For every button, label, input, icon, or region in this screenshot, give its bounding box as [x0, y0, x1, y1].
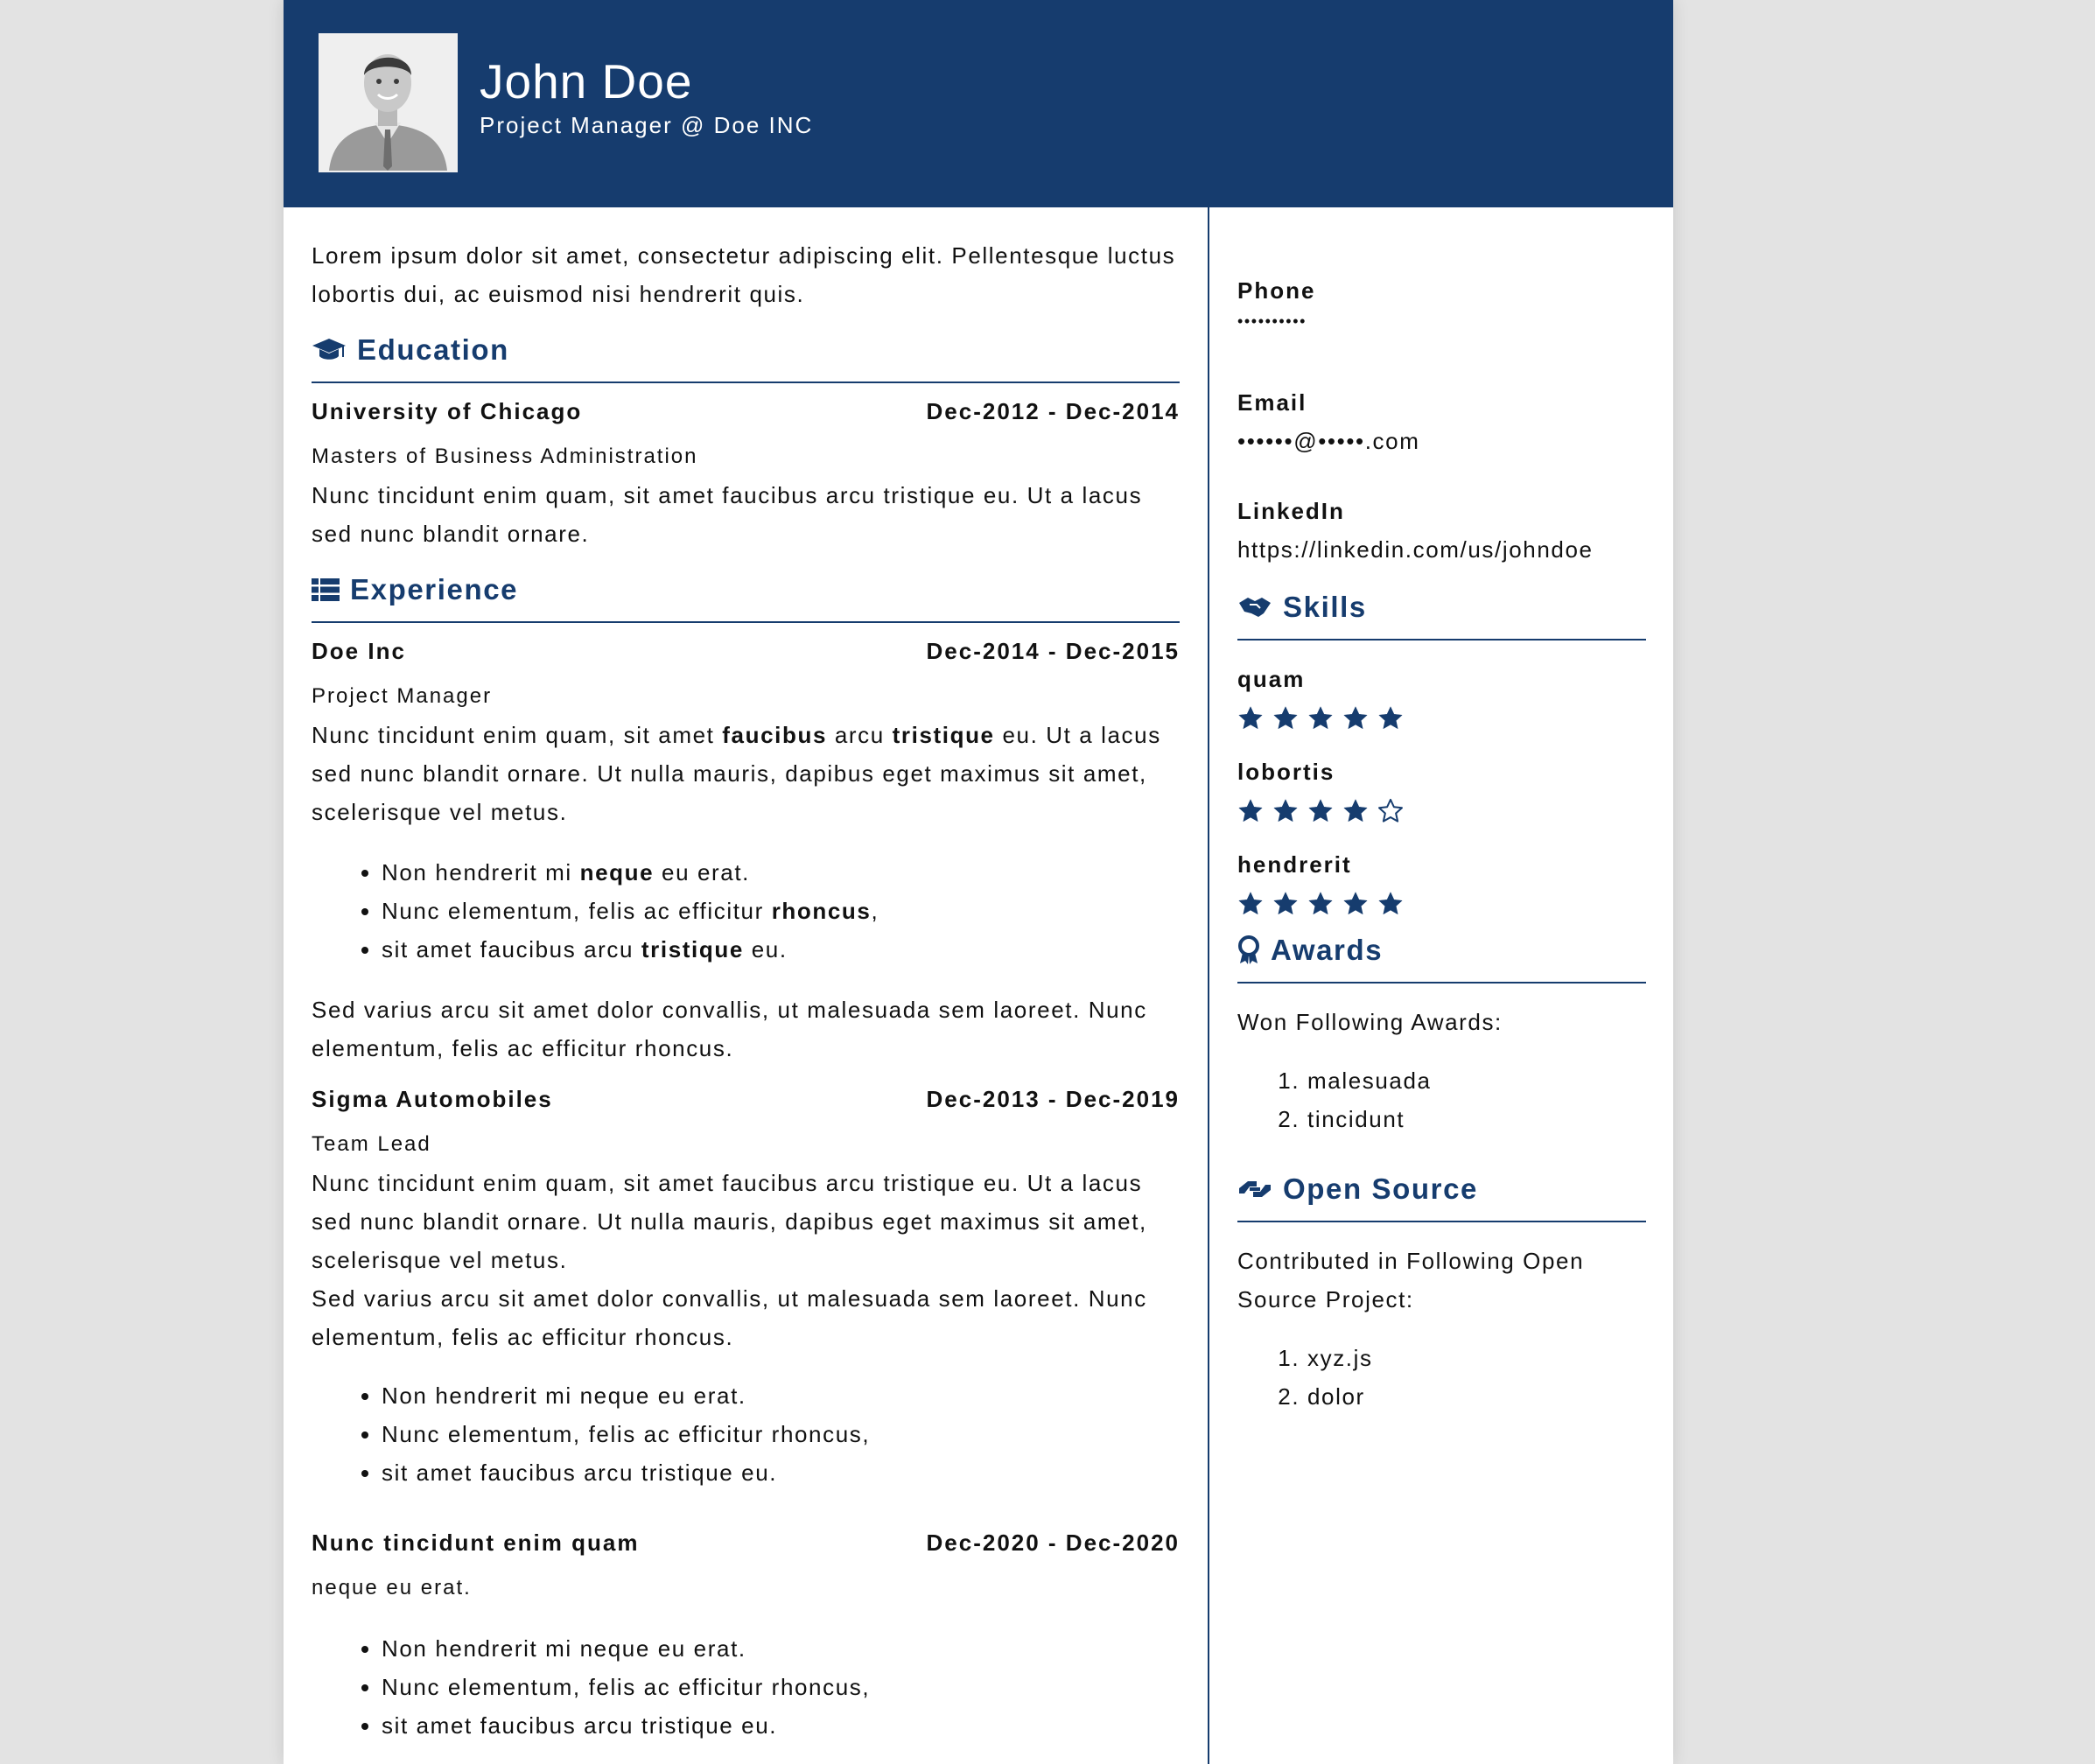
linkedin-link[interactable]: https://linkedin.com/us/johndoe [1237, 536, 1594, 563]
list-icon [312, 578, 340, 602]
star-filled-icon [1342, 798, 1369, 824]
experience-bullets [312, 853, 1180, 969]
name: John Doe [480, 54, 693, 108]
star-filled-icon [1237, 705, 1264, 732]
email-label: Email [1237, 389, 1307, 416]
list-item: • sit amet faucibus arcu tristique eu. [382, 1706, 1180, 1745]
list-item: • Nunc elementum, felis ac efficitur rhoncus, [382, 892, 1180, 930]
list-item: 1. xyz.js [1307, 1339, 1646, 1377]
skill-rating [1237, 891, 1646, 917]
list-item: • sit amet faucibus arcu tristique eu. [382, 1453, 1180, 1492]
star-filled-icon [1342, 705, 1369, 732]
experience-entry-head [312, 1523, 1180, 1562]
headline: Project Manager @ Doe INC [480, 112, 814, 138]
graduation-cap-icon [312, 337, 347, 363]
awards-section-title [1237, 931, 1646, 984]
profile-photo [319, 33, 458, 172]
skill-rating [1237, 798, 1646, 824]
experience-description: Nunc tincidunt enim quam, sit amet faucibus arcu tristique eu. Ut a lacus sed nunc blandit ornare. Ut nulla mauris, dapibus eget maximus sit amet, scelerisque vel metus. [312, 1170, 1147, 1273]
list-item: 1. malesuada [1307, 1061, 1646, 1100]
skill-name: quam [1237, 666, 1306, 692]
star-filled-icon [1342, 891, 1369, 917]
education-entry-head [312, 392, 1180, 430]
skill-name: hendrerit [1237, 851, 1352, 878]
awards-intro: Won Following Awards: [1237, 1009, 1503, 1035]
star-filled-icon [1377, 891, 1404, 917]
role: Project Manager [312, 684, 493, 708]
experience-description: Nunc tincidunt enim quam, sit amet faucibus arcu tristique eu. Ut a lacus sed nunc blandit ornare. Ut nulla mauris, dapibus eget maximus sit amet, scelerisque vel metus. [312, 722, 1161, 825]
role: neque eu erat. [312, 1576, 472, 1600]
sidebar-column [1237, 271, 1646, 1416]
experience-bullets [312, 1376, 1180, 1492]
company: Doe Inc [312, 638, 406, 664]
star-empty-icon [1377, 798, 1404, 824]
institution: University of Chicago [312, 398, 583, 424]
dates: Dec-2013 - Dec-2019 [926, 1086, 1180, 1112]
experience-entry-head [312, 1080, 1180, 1118]
main-column [312, 236, 1180, 1745]
experience-title: Experience [350, 573, 519, 606]
degree: Masters of Business Administration [312, 444, 698, 468]
open-source-list [1237, 1339, 1646, 1416]
list-item: • Nunc elementum, felis ac efficitur rhoncus, [382, 1668, 1180, 1706]
resume-page [284, 0, 1673, 1764]
open-source-section-title [1237, 1170, 1646, 1222]
open-source-intro: Contributed in Following Open Source Project: [1237, 1248, 1585, 1312]
open-source-title: Open Source [1283, 1172, 1478, 1205]
star-filled-icon [1307, 798, 1334, 824]
skill-name: lobortis [1237, 759, 1335, 785]
experience-section-title [312, 570, 1180, 623]
summary: Lorem ipsum dolor sit amet, consectetur adipiscing elit. Pellentesque luctus lobortis dui, ac euismod nisi hendrerit quis. [312, 242, 1176, 307]
education-description: Nunc tincidunt enim quam, sit amet faucibus arcu tristique eu. Ut a lacus sed nunc blandit ornare. [312, 482, 1143, 547]
skills-title: Skills [1283, 591, 1367, 623]
star-filled-icon [1307, 705, 1334, 732]
awards-list [1237, 1061, 1646, 1138]
list-item: • Non hendrerit mi neque eu erat. [382, 853, 1180, 892]
email-value: ••••••@•••••.com [1237, 428, 1420, 454]
phone-label: Phone [1237, 277, 1316, 304]
linkedin-label: LinkedIn [1237, 498, 1345, 524]
star-filled-icon [1377, 705, 1404, 732]
star-filled-icon [1272, 891, 1299, 917]
role: Team Lead [312, 1132, 431, 1156]
company: Nunc tincidunt enim quam [312, 1530, 640, 1556]
star-filled-icon [1272, 705, 1299, 732]
list-item: 2. dolor [1307, 1377, 1646, 1416]
handshake-icon [1237, 594, 1272, 620]
list-item: • sit amet faucibus arcu tristique eu. [382, 930, 1180, 969]
dates: Dec-2014 - Dec-2015 [926, 638, 1180, 664]
list-item: 2. tincidunt [1307, 1100, 1646, 1138]
company: Sigma Automobiles [312, 1086, 553, 1112]
star-filled-icon [1272, 798, 1299, 824]
star-filled-icon [1237, 891, 1264, 917]
education-title: Education [357, 333, 509, 366]
list-item: • Non hendrerit mi neque eu erat. [382, 1376, 1180, 1415]
experience-bullets [312, 1629, 1180, 1745]
dates: Dec-2020 - Dec-2020 [926, 1530, 1180, 1556]
skill-rating [1237, 705, 1646, 732]
resume-header [284, 0, 1673, 207]
list-item: • Nunc elementum, felis ac efficitur rhoncus, [382, 1415, 1180, 1453]
award-icon [1237, 935, 1260, 965]
list-item: • Non hendrerit mi neque eu erat. [382, 1629, 1180, 1668]
hands-helping-icon [1237, 1176, 1272, 1202]
star-filled-icon [1237, 798, 1264, 824]
dates: Dec-2012 - Dec-2014 [926, 398, 1180, 424]
star-filled-icon [1307, 891, 1334, 917]
column-divider [1208, 207, 1209, 1764]
experience-after-text: Sed varius arcu sit amet dolor convallis, ut malesuada sem laoreet. Nunc elementum, felis ac efficitur rhoncus. [312, 997, 1147, 1061]
phone-value: •••••••••• [1237, 312, 1307, 330]
experience-description: Sed varius arcu sit amet dolor convallis, ut malesuada sem laoreet. Nunc elementum, felis ac efficitur rhoncus. [312, 1285, 1147, 1350]
education-section-title [312, 331, 1180, 383]
awards-title: Awards [1271, 934, 1384, 966]
skills-section-title [1237, 588, 1646, 640]
experience-entry-head [312, 632, 1180, 670]
